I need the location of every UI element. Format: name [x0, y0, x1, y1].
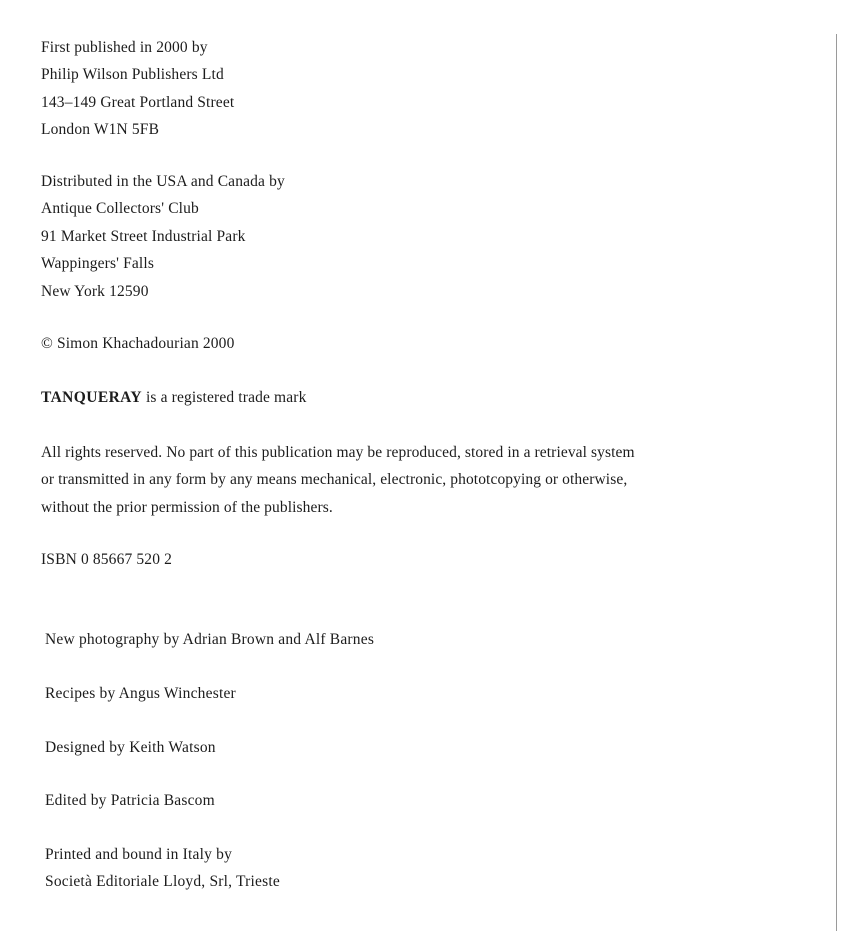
photography-credit-text: New photography by Adrian Brown and Alf Barnes — [45, 631, 375, 648]
printer-name: Società Editoriale Lloyd, Srl, Trieste — [45, 873, 280, 891]
page-edge-divider — [836, 34, 837, 931]
trademark-rest: is a registered trade mark — [141, 389, 307, 406]
isbn-text: ISBN 0 85667 520 2 — [41, 551, 173, 568]
design-credit-text: Designed by Keith Watson — [45, 739, 216, 756]
distributor-street: 91 Market Street Industrial Park — [41, 227, 246, 245]
distributor-address — [41, 168, 285, 305]
printing-credit-line: Printed and bound in Italy by — [45, 846, 233, 863]
publisher-street: 143–149 Great Portland Street — [41, 93, 235, 111]
isbn-block — [41, 546, 172, 573]
publisher-address — [41, 34, 234, 144]
rights-line: without the prior permission of the publishers. — [41, 498, 333, 516]
distributor-state: New York 12590 — [41, 282, 149, 300]
publisher-line: First published in 2000 by — [41, 39, 208, 56]
publisher-name: Philip Wilson Publishers Ltd — [41, 66, 224, 84]
copyright-notice — [41, 330, 234, 357]
editing-credit — [45, 787, 215, 814]
trademark-line — [41, 384, 307, 411]
trademark-notice — [41, 384, 307, 411]
copyright-text: © Simon Khachadourian 2000 — [41, 335, 235, 352]
trademark-word: TANQUERAY — [41, 389, 142, 406]
rights-line: or transmitted in any form by any means mechanical, electronic, phototcopying or otherwise, — [41, 471, 628, 489]
printing-credit — [45, 841, 280, 896]
rights-statement — [41, 439, 635, 521]
rights-line: All rights reserved. No part of this publication may be reproduced, stored in a retrieval system — [41, 444, 635, 461]
publisher-city: London W1N 5FB — [41, 121, 160, 139]
photography-credit — [45, 626, 374, 653]
editing-credit-text: Edited by Patricia Bascom — [45, 792, 215, 809]
recipes-credit-text: Recipes by Angus Winchester — [45, 685, 236, 702]
recipes-credit — [45, 680, 236, 707]
distributor-town: Wappingers' Falls — [41, 255, 155, 273]
design-credit — [45, 734, 216, 761]
distributor-name: Antique Collectors' Club — [41, 200, 199, 218]
distributor-line: Distributed in the USA and Canada by — [41, 173, 285, 190]
